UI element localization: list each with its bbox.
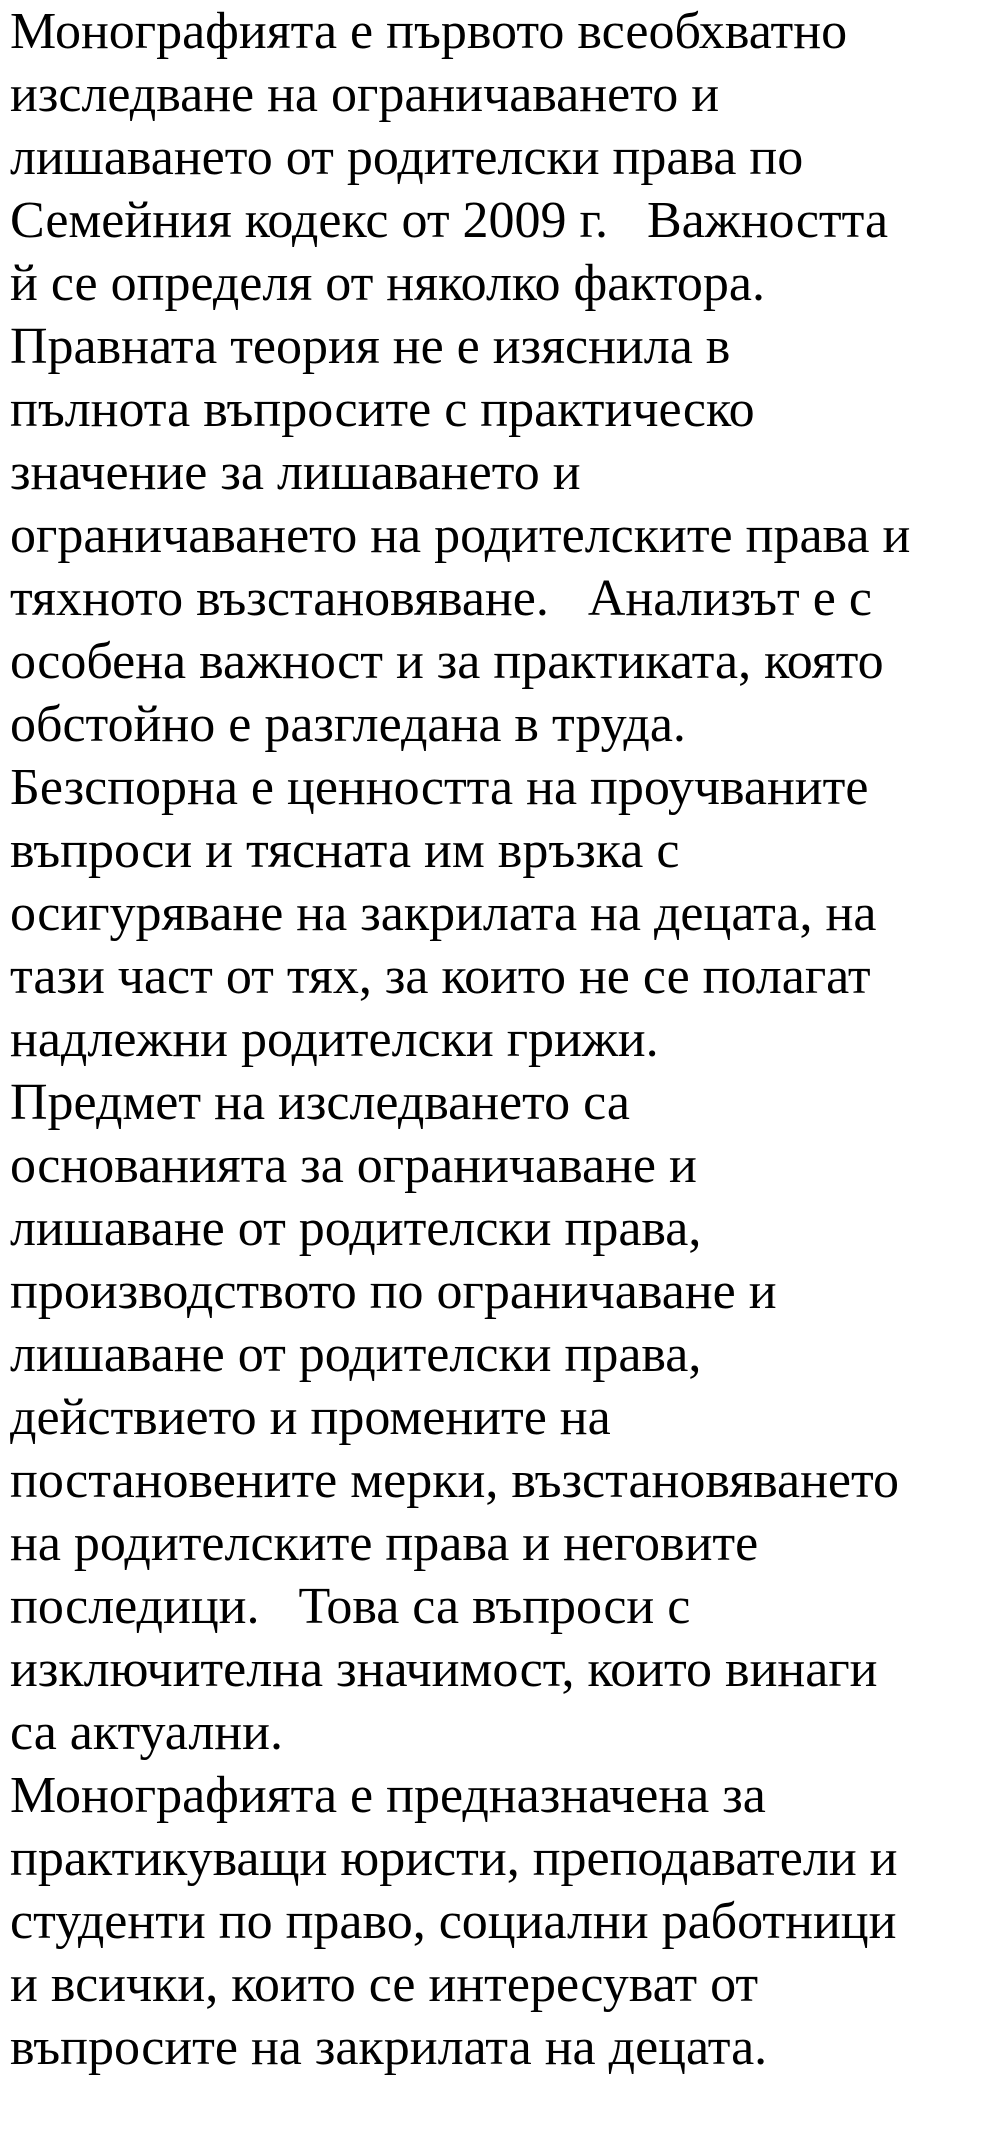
- text-line: тази част от тях, за които не се полагат: [10, 948, 871, 1005]
- text-line: ограничаването на родителските права и: [10, 507, 911, 564]
- text-line: последици. Това са въпроси с: [10, 1578, 691, 1635]
- text-line: са актуални.: [10, 1704, 283, 1761]
- text-line: Безспорна е ценността на проучваните: [10, 759, 869, 816]
- text-line: действието и промените на: [10, 1389, 611, 1446]
- text-line: лишаване от родителски права,: [10, 1326, 702, 1383]
- text-line: Семейния кодекс от 2009 г. Важността: [10, 192, 889, 249]
- text-line: въпросите на закрилата на децата.: [10, 2019, 768, 2076]
- text-line: Предмет на изследването са: [10, 1074, 630, 1131]
- text-line: осигуряване на закрилата на децата, на: [10, 885, 877, 942]
- text-line: практикуващи юристи, преподаватели и: [10, 1830, 898, 1887]
- text-line: изследване на ограничаването и: [10, 66, 720, 123]
- text-line: и всички, които се интересуват от: [10, 1956, 759, 2013]
- text-line: студенти по право, социални работници: [10, 1893, 897, 1950]
- text-line: Монографията е предназначена за: [10, 1767, 766, 1824]
- text-line: на родителските права и неговите: [10, 1515, 759, 1572]
- text-line: въпроси и тясната им връзка с: [10, 822, 680, 879]
- text-line: надлежни родителски грижи.: [10, 1011, 659, 1068]
- text-line: постановените мерки, възстановяването: [10, 1452, 900, 1509]
- text-line: й се определя от няколко фактора.: [10, 255, 766, 312]
- text-line: лишаването от родителски права по: [10, 129, 804, 186]
- text-line: изключителна значимост, които винаги: [10, 1641, 878, 1698]
- text-line: обстойно е разгледана в труда.: [10, 696, 686, 753]
- text-line: пълнота въпросите с практическо: [10, 381, 755, 438]
- text-line: Правната теория не е изяснила в: [10, 318, 731, 375]
- text-line: тяхното възстановяване. Анализът е с: [10, 570, 872, 627]
- text-line: лишаване от родителски права,: [10, 1200, 702, 1257]
- text-line: производството по ограничаване и: [10, 1263, 777, 1320]
- description-text: [10, 0, 1000, 2079]
- text-line: Монографията е първото всеобхватно: [10, 3, 848, 60]
- text-line: значение за лишаването и: [10, 444, 581, 501]
- text-line: основанията за ограничаване и: [10, 1137, 697, 1194]
- text-line: особена важност и за практиката, която: [10, 633, 884, 690]
